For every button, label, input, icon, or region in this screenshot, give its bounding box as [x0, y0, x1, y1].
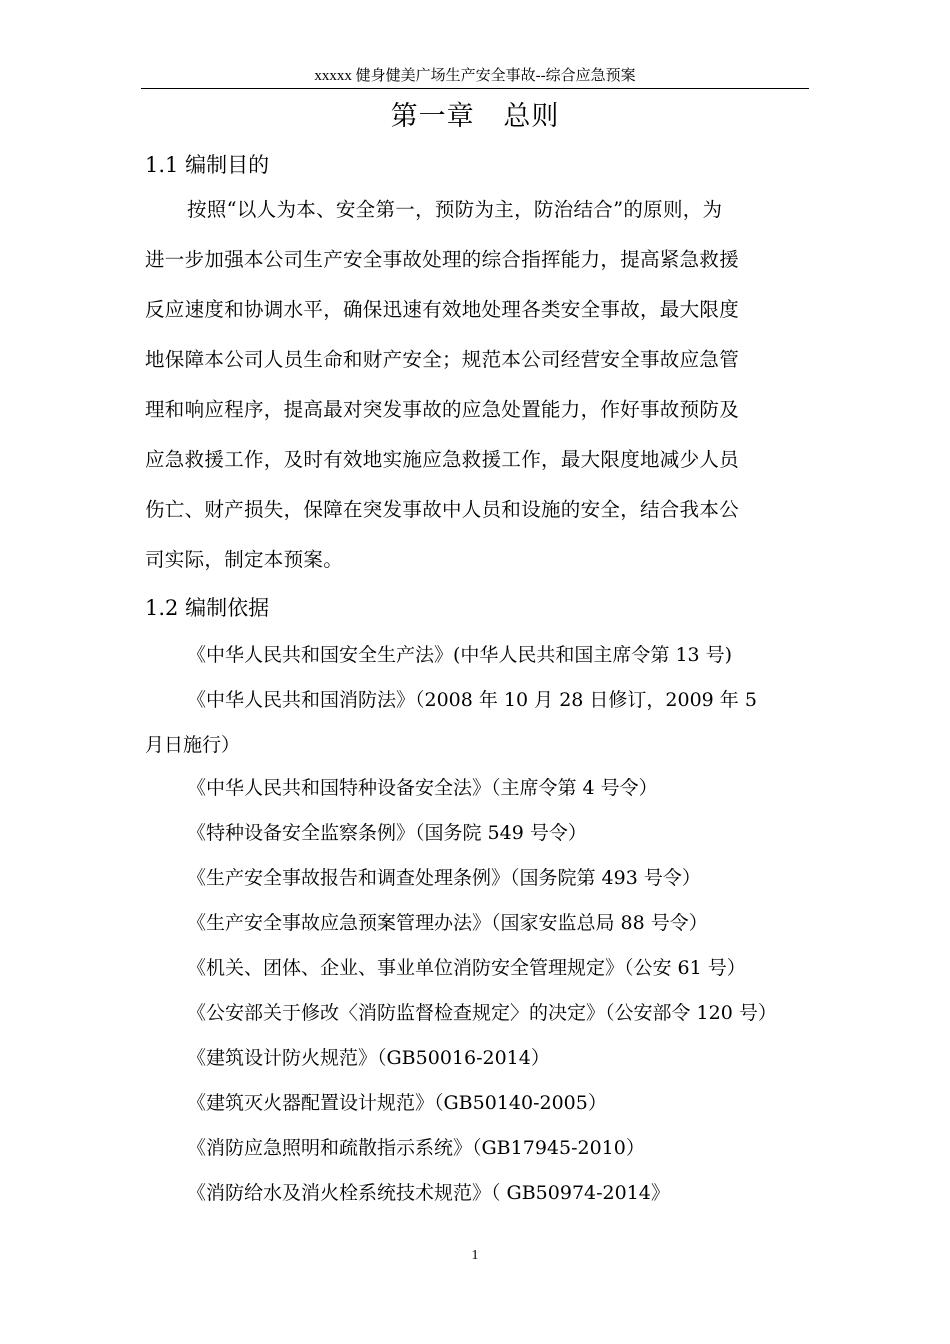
- page-header: xxxxx 健身健美广场生产安全事故--综合应急预案: [314, 68, 636, 84]
- reference-item: 《中华人民共和国安全生产法》(中华人民共和国主席令第 13 号): [187, 644, 733, 666]
- paragraph-line: 反应速度和协调水平，确保迅速有效地处理各类安全事故，最大限度: [145, 298, 740, 321]
- section-heading-purpose: 1.1 编制目的: [145, 153, 270, 177]
- paragraph-line: 伤亡、财产损失，保障在突发事故中人员和设施的安全，结合我本公: [145, 498, 740, 521]
- paragraph-line: 地保障本公司人员生命和财产安全；规范本公司经营安全事故应急管: [145, 348, 740, 371]
- paragraph-line: 理和响应程序，提高最对突发事故的应急处置能力，作好事故预防及: [145, 398, 740, 421]
- reference-item: 月日施行）: [145, 734, 241, 756]
- paragraph-line: 按照“以人为本、安全第一，预防为主，防治结合”的原则，为: [187, 198, 723, 221]
- reference-item: 《公安部关于修改〈消防监督检查规定〉的决定》（公安部令 120 号）: [187, 1002, 777, 1024]
- reference-item: 《中华人民共和国消防法》（2008 年 10 月 28 日修订，2009 年 5: [187, 689, 757, 711]
- reference-item: 《中华人民共和国特种设备安全法》（主席令第 4 号令）: [187, 777, 658, 799]
- section-heading-basis: 1.2 编制依据: [145, 596, 270, 620]
- header-divider: [141, 88, 809, 89]
- reference-item: 《机关、团体、企业、事业单位消防安全管理规定》（公安 61 号）: [187, 957, 746, 979]
- paragraph-line: 应急救援工作，及时有效地实施应急救援工作，最大限度地减少人员: [145, 448, 740, 471]
- page-number: 1: [471, 1248, 479, 1263]
- chapter-title: 第一章 总则: [390, 101, 560, 132]
- reference-item: 《生产安全事故报告和调查处理条例》（国务院第 493 号令）: [187, 867, 701, 889]
- reference-item: 《消防给水及消火栓系统技术规范》（ GB50974-2014》: [187, 1182, 670, 1204]
- reference-item: 《建筑灭火器配置设计规范》（GB50140-2005）: [187, 1092, 607, 1114]
- reference-item: 《消防应急照明和疏散指示系统》（GB17945-2010）: [187, 1137, 645, 1159]
- reference-item: 《特种设备安全监察条例》（国务院 549 号令）: [187, 822, 587, 844]
- reference-item: 《生产安全事故应急预案管理办法》（国家安监总局 88 号令）: [187, 912, 708, 934]
- paragraph-line: 进一步加强本公司生产安全事故处理的综合指挥能力，提高紧急救援: [145, 248, 740, 271]
- paragraph-line: 司实际，制定本预案。: [145, 548, 344, 571]
- reference-item: 《建筑设计防火规范》（GB50016-2014）: [187, 1047, 550, 1069]
